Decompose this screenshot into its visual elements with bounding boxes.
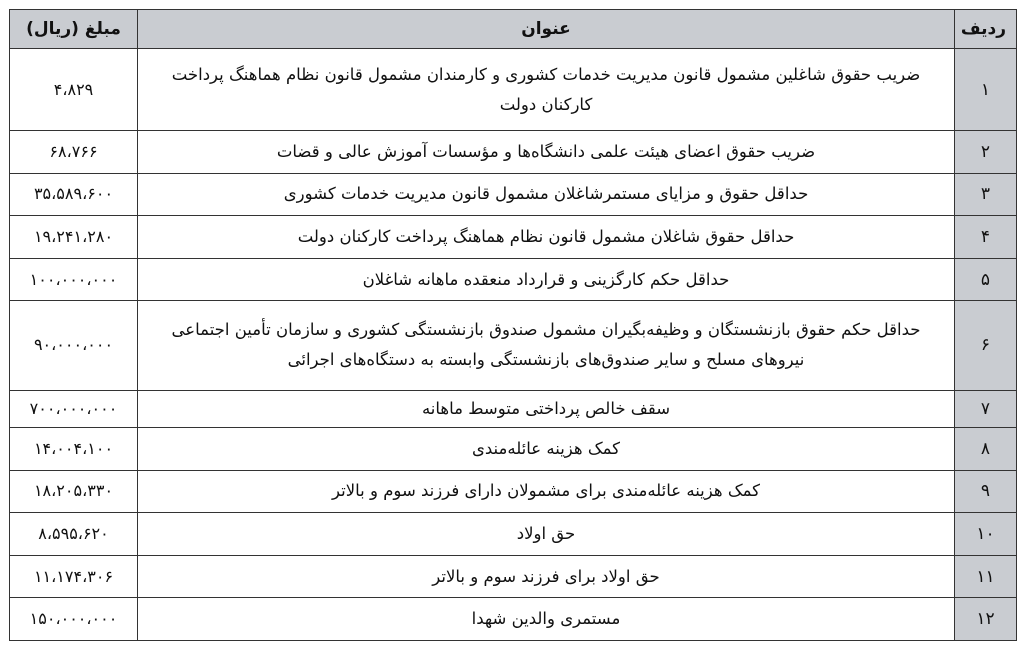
- row-number: ۱۱: [955, 555, 1017, 598]
- row-amount: ۸،۵۹۵،۶۲۰: [10, 513, 138, 556]
- row-number: ۴: [955, 216, 1017, 259]
- header-title: عنوان: [138, 10, 955, 49]
- row-number: ۵: [955, 258, 1017, 301]
- table-row: [10, 470, 1017, 513]
- row-title: کمک هزینه عائله‌مندی: [138, 428, 955, 471]
- row-number: ۱۰: [955, 513, 1017, 556]
- table-row: [10, 173, 1017, 216]
- row-number: ۲: [955, 131, 1017, 174]
- row-title: حداقل حکم کارگزینی و قرارداد منعقده ماهانه شاغلان: [138, 258, 955, 301]
- row-title: ضریب حقوق اعضای هیئت علمی دانشگاه‌ها و مؤسسات آموزش عالی و قضات: [138, 131, 955, 174]
- header-row-number: ردیف: [955, 10, 1017, 49]
- table-row: [10, 301, 1017, 390]
- row-title: کمک هزینه عائله‌مندی برای مشمولان دارای فرزند سوم و بالاتر: [138, 470, 955, 513]
- row-amount: ۱۹،۲۴۱،۲۸۰: [10, 216, 138, 259]
- row-amount: ۱۰۰،۰۰۰،۰۰۰: [10, 258, 138, 301]
- row-number: ۱: [955, 49, 1017, 131]
- table-row: [10, 49, 1017, 131]
- table-row: [10, 598, 1017, 641]
- row-amount: ۷۰۰،۰۰۰،۰۰۰: [10, 390, 138, 428]
- row-number: ۷: [955, 390, 1017, 428]
- row-amount: ۱۴،۰۰۴،۱۰۰: [10, 428, 138, 471]
- table-row: [10, 131, 1017, 174]
- row-title: مستمری والدین شهدا: [138, 598, 955, 641]
- table-row: [10, 390, 1017, 428]
- row-title: حداقل حکم حقوق بازنشستگان و وظیفه‌بگیران مشمول صندوق بازنشستگی کشوری و سازمان تأمین اجتماعی نیروهای مسلح و سایر صندوق‌های بازنشستگی وابسته به دستگاه‌های اجرائی: [138, 301, 955, 390]
- row-title: حق اولاد: [138, 513, 955, 556]
- table-row: [10, 513, 1017, 556]
- row-number: ۳: [955, 173, 1017, 216]
- row-amount: ۹۰،۰۰۰،۰۰۰: [10, 301, 138, 390]
- salary-table: [9, 9, 1017, 641]
- row-title: حداقل حقوق شاغلان مشمول قانون نظام هماهنگ پرداخت کارکنان دولت: [138, 216, 955, 259]
- row-amount: ۳۵،۵۸۹،۶۰۰: [10, 173, 138, 216]
- row-title: ضریب حقوق شاغلین مشمول قانون مدیریت خدمات کشوری و کارمندان مشمول قانون نظام هماهنگ پرداخت کارکنان دولت: [138, 49, 955, 131]
- row-number: ۸: [955, 428, 1017, 471]
- row-amount: ۱۱،۱۷۴،۳۰۶: [10, 555, 138, 598]
- row-amount: ۶۸،۷۶۶: [10, 131, 138, 174]
- row-amount: ۱۵۰،۰۰۰،۰۰۰: [10, 598, 138, 641]
- row-number: ۶: [955, 301, 1017, 390]
- header-amount: مبلغ (ریال): [10, 10, 138, 49]
- row-title: حداقل حقوق و مزایای مستمرشاغلان مشمول قانون مدیریت خدمات کشوری: [138, 173, 955, 216]
- row-title: حق اولاد برای فرزند سوم و بالاتر: [138, 555, 955, 598]
- row-title: سقف خالص پرداختی متوسط ماهانه: [138, 390, 955, 428]
- row-number: ۱۲: [955, 598, 1017, 641]
- table-row: [10, 428, 1017, 471]
- document-page: [9, 9, 1017, 641]
- row-amount: ۱۸،۲۰۵،۳۳۰: [10, 470, 138, 513]
- table-row: [10, 258, 1017, 301]
- table-row: [10, 216, 1017, 259]
- header-row: [10, 10, 1017, 49]
- table-row: [10, 555, 1017, 598]
- row-amount: ۴،۸۲۹: [10, 49, 138, 131]
- row-number: ۹: [955, 470, 1017, 513]
